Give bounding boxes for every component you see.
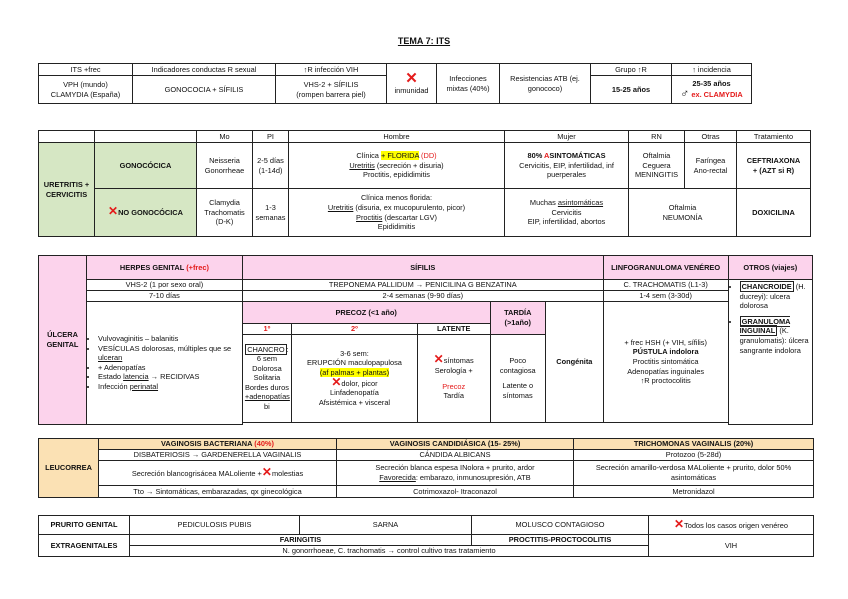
cell-extragenitales-nota: N. gonorrhoeae, C. trachomatis → control cultivo tras tratamiento: [130, 546, 649, 557]
its-overview-table: [38, 63, 752, 104]
cell-herpes-pi: 7-10 días: [87, 291, 243, 302]
cell-vb-agente: DISBATERIOSIS → GARDENERELLA VAGINALIS: [99, 450, 337, 461]
cell-nogono-pi: 1-3 semanas: [253, 189, 289, 237]
header-mo: Mo: [197, 131, 253, 143]
cell-otros-viajes: • CHANCROIDE (H. ducreyi): ulcera dolorosa • GRANULOMA INGUINAL (K. granulomatis): úlcera sangrante indolora: [728, 280, 812, 425]
header-rn: RN: [629, 131, 685, 143]
section-leucorrea: LEUCORREA: [39, 439, 99, 498]
cell-grupo-riesgo: 15-25 años: [591, 76, 672, 104]
header-primaria: 1º: [242, 324, 291, 335]
cell-its-frec: VPH (mundo) CLAMYDIA (España): [39, 76, 133, 104]
cell-lgv-agente: C. TRACHOMATIS (L1-3): [603, 280, 728, 291]
header-hombre: Hombre: [289, 131, 505, 143]
cell-vc-clinica: Secreción blanca espesa INolora + prurito, ardor Favorecida: embarazo, inmunosupresión, ATB: [337, 461, 574, 486]
cell-faringitis: FARINGITIS: [130, 535, 472, 546]
header-tardia: TARDÍA (>1año): [490, 302, 546, 335]
cell-congenita: Congénita: [546, 302, 604, 423]
section-ulcera-genital: ÚLCERA GENITAL: [39, 256, 87, 425]
header-grupo-riesgo: Grupo ↑R: [591, 64, 672, 76]
red-x-icon: ✕: [108, 204, 119, 219]
red-x-icon: ✕: [261, 464, 272, 479]
ulcera-genital-table: [38, 255, 813, 425]
header-vaginosis-bacteriana: VAGINOSIS BACTERIANA (40%): [99, 439, 337, 450]
header-precoz: PRECOZ (<1 año): [242, 302, 490, 324]
red-x-icon: ✕: [673, 516, 685, 531]
red-x-icon: ✕: [331, 374, 342, 389]
row-no-gonococica: ✕NO GONOCÓCICA: [95, 189, 197, 237]
cell-lgv-clinica: + frec HSH (+ VIH, sífilis) PÚSTULA indolora Proctitis sintomática Adenopatías inguinales ↑R proctocolitis: [603, 302, 728, 423]
cell-vc-agente: CÁNDIDA ALBICANS: [337, 450, 574, 461]
cell-sifilis-pi: 2-4 semanas (9-90 días): [242, 291, 603, 302]
cell-gono-mujer: 80% ASINTOMÁTICAS Cervicitis, EIP, infertilidad, inf puerperales: [505, 143, 629, 189]
section-uretritis-cervicitis: URETRITIS + CERVICITIS: [39, 143, 95, 237]
row-prurito-genital: PRURITO GENITAL: [39, 516, 130, 535]
header-secundaria: 2º: [291, 324, 417, 335]
cell-infecciones-mixtas: Infecciones mixtas (40%): [437, 64, 500, 104]
cell-tv-agente: Protozoo (5-28d): [574, 450, 814, 461]
header-otras: Otras: [685, 131, 737, 143]
cell-sifilis-secundaria: 3-6 sem: ERUPCIÓN maculopapulosa (af palmas + plantas) ✕dolor, picor Linfadenopatía Afsistémica + visceral: [291, 334, 417, 422]
cell-gono-tratamiento: CEFTRIAXONA + (AZT si R): [737, 143, 811, 189]
cell-indicadores: GONOCOCIA + SÍFILIS: [133, 76, 276, 104]
cell-nogono-mo: Clamydia Trachomatis (D-K): [197, 189, 253, 237]
cell-resistencias: Resistencias ATB (ej. gonococo): [500, 64, 591, 104]
header-indicadores: Indicadores conductas R sexual: [133, 64, 276, 76]
male-symbol-icon: ♂: [680, 86, 690, 100]
cell-sifilis-primaria: CHANCRO : 6 sem Dolorosa Solitaria Bordes duros +adenopatías bi: [242, 334, 291, 422]
header-tratamiento: Tratamiento: [737, 131, 811, 143]
cell-nogono-hombre: Clínica menos florida: Uretritis (disuria, ex mucopurulento, picor) Proctitis (descartar LGV) Epididimitis: [289, 189, 505, 237]
cell-vc-tratamiento: Cotrimoxazol- Itraconazol: [337, 486, 574, 498]
cell-nogono-mujer: Muchas asintomáticas Cervicitis EIP, infertilidad, abortos: [505, 189, 629, 237]
cell-molusco: MOLUSCO CONTAGIOSO: [472, 516, 649, 535]
row-extragenitales: EXTRAGENITALES: [39, 535, 130, 557]
cell-inmunidad: ✕ inmunidad: [387, 64, 437, 104]
header-mujer: Mujer: [505, 131, 629, 143]
cell-gono-pi: 2-5 días (1-14d): [253, 143, 289, 189]
cell-tv-clinica: Secreción amarillo-verdosa MALoliente + prurito, dolor 50% asintomáticas: [574, 461, 814, 486]
cell-gono-otras: Faríngea Ano-rectal: [685, 143, 737, 189]
cell-tv-tratamiento: Metronidazol: [574, 486, 814, 498]
cell-sarna: SARNA: [300, 516, 472, 535]
cell-sifilis-tardia: Poco contagiosa Latente o síntomas: [490, 334, 546, 422]
cell-incidencia: 25-35 años ♂ ex. CLAMYDIA: [672, 76, 752, 104]
cell-vih: VIH: [649, 535, 814, 557]
header-pi: PI: [253, 131, 289, 143]
cell-proctitis: PROCTITIS-PROCTOCOLITIS: [472, 535, 649, 546]
red-x-icon: ✕: [433, 352, 444, 367]
uretritis-cervicitis-table: [38, 130, 811, 237]
header-sifilis: SÍFILIS: [242, 256, 603, 280]
red-x-icon: ✕: [405, 69, 418, 87]
header-otros: OTROS (viajes): [728, 256, 812, 280]
cell-gono-hombre: Clínica + FLORIDA (DD) Uretritis (secreción + disuria) Proctitis, epididimitis: [289, 143, 505, 189]
leucorrea-table: [38, 438, 814, 498]
row-gonococica: GONOCÓCICA: [95, 143, 197, 189]
header-latente: LATENTE: [417, 324, 490, 335]
cell-sifilis-agente: TREPONEMA PALLIDUM → PENICILINA G BENZATINA: [242, 280, 603, 291]
header-linfogranuloma: LINFOGRANULOMA VENÉREO: [603, 256, 728, 280]
cell-nogono-tratamiento: DOXICILINA: [737, 189, 811, 237]
header-riesgo-vih: ↑R infección VIH: [276, 64, 387, 76]
header-herpes: HERPES GENITAL (+frec): [87, 256, 243, 280]
cell-vb-tratamiento: Tto → Sintomáticas, embarazadas, qx ginecológica: [99, 486, 337, 498]
cell-pediculosis: PEDICULOSIS PUBIS: [130, 516, 300, 535]
cell-sifilis-latente: ✕síntomas Serología + Precoz Tardía: [417, 334, 490, 422]
page-title: TEMA 7: ITS: [397, 36, 451, 46]
cell-vb-clinica: Secreción blancogrisácea MALoliente +✕molestias: [99, 461, 337, 486]
cell-lgv-pi: 1-4 sem (3-30d): [603, 291, 728, 302]
cell-gono-rn: Oftalmia Ceguera MENINGITIS: [629, 143, 685, 189]
prurito-extragenitales-table: [38, 515, 814, 557]
header-vaginosis-candidiasica: VAGINOSIS CANDIDIÁSICA (15- 25%): [337, 439, 574, 450]
header-its-frec: ITS +frec: [39, 64, 133, 76]
header-incidencia: ↑ incidencia: [672, 64, 752, 76]
cell-gono-mo: Neisseria Gonorrheae: [197, 143, 253, 189]
cell-herpes-agente: VHS-2 (1 por sexo oral): [87, 280, 243, 291]
cell-nogono-rn: Oftalmia NEUMONÍA: [629, 189, 737, 237]
cell-herpes-clinica: • Vulvovaginitis – balanitis • VESÍCULAS dolorosas, múltiples que se ulceran • + Adenopatías • Estado latencia → RECIDIVAS • Infección perinatal: [87, 302, 243, 425]
header-trichomonas: TRICHOMONAS VAGINALIS (20%): [574, 439, 814, 450]
cell-todos-casos: ✕Todos los casos origen venéreo: [649, 516, 814, 535]
cell-riesgo-vih: VHS-2 + SÍFILIS (rompen barrera piel): [276, 76, 387, 104]
